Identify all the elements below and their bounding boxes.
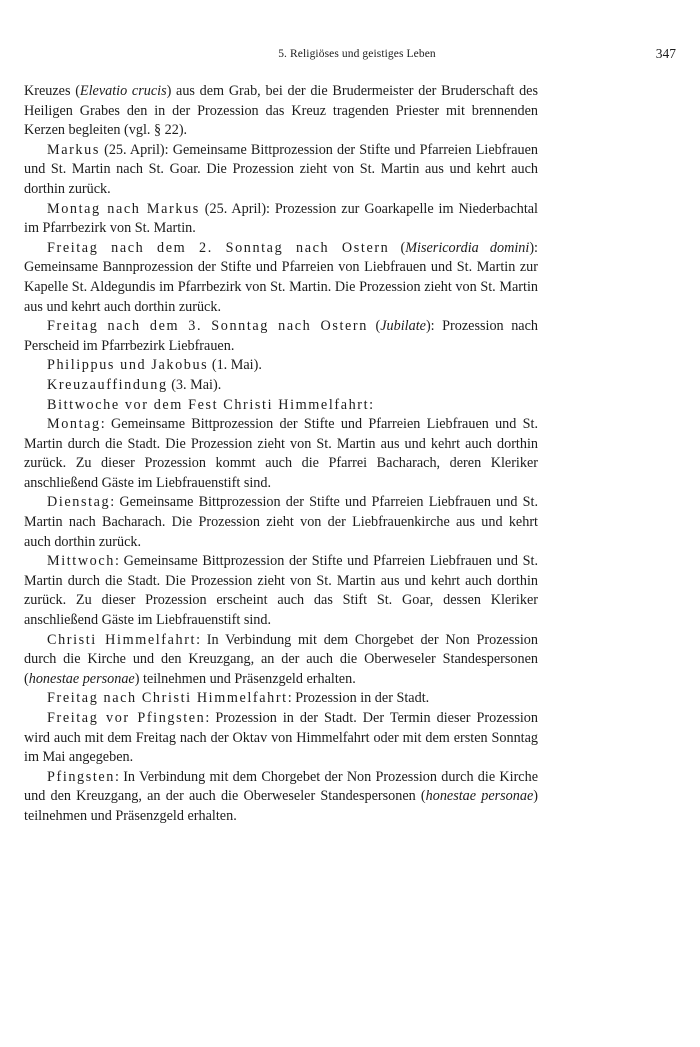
paragraph — [24, 239, 538, 317]
text-run: ) teilnehmen und Präsenzgeld erhalten. — [134, 670, 356, 687]
spaced-heading: Pfingsten — [47, 768, 115, 785]
paragraph — [24, 317, 538, 356]
text-run: : Gemeinsame Bittprozession der Stifte und Pfarreien Liebfrauen und St. Martin durch die Stadt. Die Prozession zieht von St. Martin aus und kehrt auch dorthin zurück. Zu dieser Prozession erscheint auch das Stift St. Goar, dessen Kleriker anschließend Gäste im Liebfrauenstift sind. — [24, 553, 538, 629]
text-run: ): Prozession nach Perscheid im Pfarrbezirk Liebfrauen. — [24, 318, 538, 354]
spaced-heading: Bittwoche vor dem Fest Christi Himmelfahrt — [47, 396, 370, 413]
spaced-heading: Markus — [47, 141, 100, 158]
text-run: ) teilnehmen und Präsenzgeld erhalten. — [24, 788, 538, 824]
spaced-heading: Freitag nach dem 3. Sonntag nach Ostern — [47, 318, 368, 335]
text-run: : — [369, 396, 374, 413]
running-head: 5. Religiöses und geistiges Leben — [278, 48, 436, 60]
paragraph — [24, 689, 538, 709]
text-run: : Gemeinsame Bittprozession der Stifte und Pfarreien Liebfrauen und St. Martin nach Bacharach. Die Prozession zieht von der Liebfrauenkirche aus und kehrt auch dorthin zurück. — [24, 494, 538, 550]
paragraph — [24, 356, 538, 376]
latin-term: Jubilate — [380, 318, 426, 335]
page-number: 347 — [655, 46, 676, 61]
text-run: (1. Mai). — [208, 357, 262, 374]
text-run: : In Verbindung mit dem Chorgebet der Non Prozession durch die Kirche und den Kreuzgang, an der auch die Oberweseler Standespersonen ( — [24, 768, 538, 805]
text-run: Kreuzes ( — [24, 83, 80, 99]
spaced-heading: Freitag vor Pfingsten — [47, 710, 206, 726]
text-run: ) aus dem Grab, bei der die Brudermeister der Bruderschaft des Heiligen Grabes den in der Prozession das Kreuz tragenden Priester mit brennenden Kerzen begleiten (vgl. § 22). — [24, 83, 538, 139]
text-run: (25. April): Gemeinsame Bittprozession der Stifte und Pfarreien Liebfrauen und St. Martin nach St. Goar. Die Prozession zieht von St. Martin aus und kehrt auch dorthin zurück. — [24, 141, 538, 197]
text-run: ( — [389, 239, 406, 256]
paragraph — [24, 415, 538, 493]
paragraph — [24, 396, 538, 416]
spaced-heading: Montag nach Markus — [47, 200, 200, 217]
text-run: : Prozession in der Stadt. — [287, 690, 430, 707]
text-run: : In Verbindung mit dem Chorgebet der Non Prozession durch die Kirche und den Kreuzgang, an der auch die Oberweseler Standespersonen ( — [24, 631, 538, 687]
latin-term: honestae personae — [28, 670, 135, 687]
body-text — [24, 82, 538, 827]
paragraph — [24, 82, 538, 141]
text-run: (3. Mai). — [167, 376, 222, 393]
paragraph — [24, 141, 538, 200]
spaced-heading: Philippus und Jakobus — [47, 357, 209, 374]
spaced-heading: Christi Himmelfahrt — [47, 631, 197, 648]
text-run: : Prozession in der Stadt. Der Termin dieser Prozession wird auch mit dem Freitag nach der Oktav von Himmelfahrt oder mit dem ersten Sonntag im Mai angegeben. — [24, 710, 538, 766]
text-run: : Gemeinsame Bittprozession der Stifte und Pfarreien Liebfrauen und St. Martin durch die Stadt. Die Prozession zieht von St. Martin aus und kehrt auch dorthin zurück. Zu dieser Prozession kommt auch die Pfarrei Bacharach, deren Kleriker anschließend Gäste im Liebfrauenstift sind. — [24, 416, 538, 491]
latin-term: Elevatio crucis — [79, 83, 167, 99]
paragraph — [24, 376, 538, 396]
page-header — [24, 46, 676, 68]
spaced-heading: Montag — [47, 416, 101, 433]
text-run: ): Gemeinsame Bannprozession der Stifte und Pfarreien von Liebfrauen und St. Martin zur Kapelle St. Aldegundis im Pfarrbezirk von St. Martin. Die Prozession zieht von St. Martin aus und kehrt auch dorthin zurück. — [24, 239, 538, 315]
spaced-heading: Dienstag — [47, 494, 111, 511]
text-run: (25. April): Prozession zur Goarkapelle im Niederbachtal im Pfarrbezirk von St. Martin. — [24, 200, 539, 237]
latin-term: honestae personae — [425, 788, 534, 805]
paragraph — [24, 709, 538, 768]
spaced-heading: Freitag nach dem 2. Sonntag nach Ostern — [47, 239, 390, 256]
text-run: ( — [367, 318, 381, 335]
spaced-heading: Mittwoch — [47, 553, 115, 570]
paragraph — [24, 631, 538, 690]
paragraph — [24, 200, 538, 239]
paragraph — [24, 768, 538, 827]
spaced-heading: Kreuzauffindung — [47, 376, 168, 393]
latin-term: Misericordia domini — [405, 239, 530, 256]
paragraph — [24, 552, 538, 630]
spaced-heading: Freitag nach Christi Himmelfahrt — [47, 690, 288, 707]
paragraph — [24, 493, 538, 552]
